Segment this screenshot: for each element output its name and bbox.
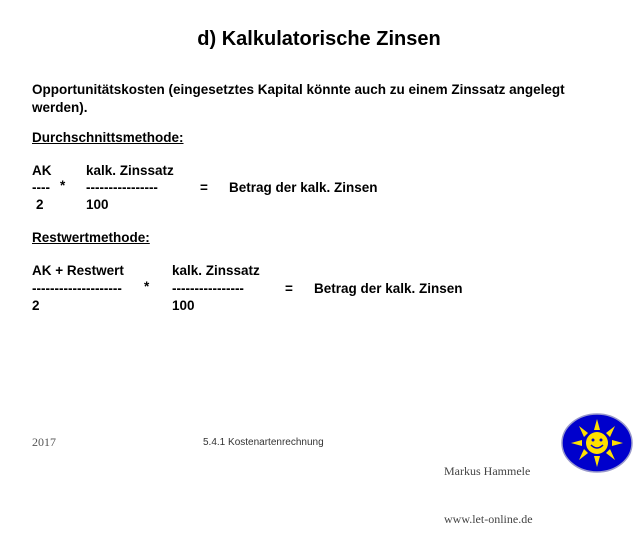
intro-line-1: Opportunitätskosten (eingesetztes Kapital könnte auch zu einem Zinssatz angelegt — [32, 82, 565, 97]
restwert-fraction-line-left: -------------------- — [32, 281, 122, 296]
footer-year: 2017 — [32, 435, 56, 449]
durchschnitt-fraction-line-left: ---- — [32, 180, 50, 195]
footer-author: Markus Hammele — [444, 464, 531, 478]
restwert-result: Betrag der kalk. Zinsen — [314, 281, 463, 296]
restwert-heading: Restwertmethode: — [32, 230, 150, 245]
logo-sun — [586, 432, 608, 454]
restwert-denominator-right: 100 — [172, 298, 195, 313]
page-title: d) Kalkulatorische Zinsen — [197, 28, 441, 50]
footer-website: www.let-online.de — [444, 512, 533, 526]
restwert-numerator-right: kalk. Zinssatz — [172, 263, 260, 278]
durchschnitt-multiply-sign: * — [60, 178, 66, 193]
durchschnitt-result: Betrag der kalk. Zinsen — [229, 180, 378, 195]
footer-author-block — [444, 431, 533, 543]
intro-line-2: werden). — [32, 100, 88, 115]
durchschnitt-fraction-line-right: ---------------- — [86, 180, 158, 195]
restwert-numerator-left: AK + Restwert — [32, 263, 124, 278]
sun-logo-icon — [561, 413, 633, 473]
durchschnitt-heading: Durchschnittsmethode: — [32, 130, 184, 145]
restwert-equals-sign: = — [285, 281, 293, 296]
restwert-multiply-sign: * — [144, 279, 150, 294]
durchschnitt-denominator-right: 100 — [86, 197, 109, 212]
durchschnitt-numerator-left: AK — [32, 163, 52, 178]
durchschnitt-equals-sign: = — [200, 180, 208, 195]
footer-chapter: 5.4.1 Kostenartenrechnung — [203, 437, 324, 448]
restwert-fraction-line-right: ---------------- — [172, 281, 244, 296]
restwert-denominator-left: 2 — [32, 298, 40, 313]
durchschnitt-denominator-left: 2 — [36, 197, 44, 212]
durchschnitt-numerator-right: kalk. Zinssatz — [86, 163, 174, 178]
